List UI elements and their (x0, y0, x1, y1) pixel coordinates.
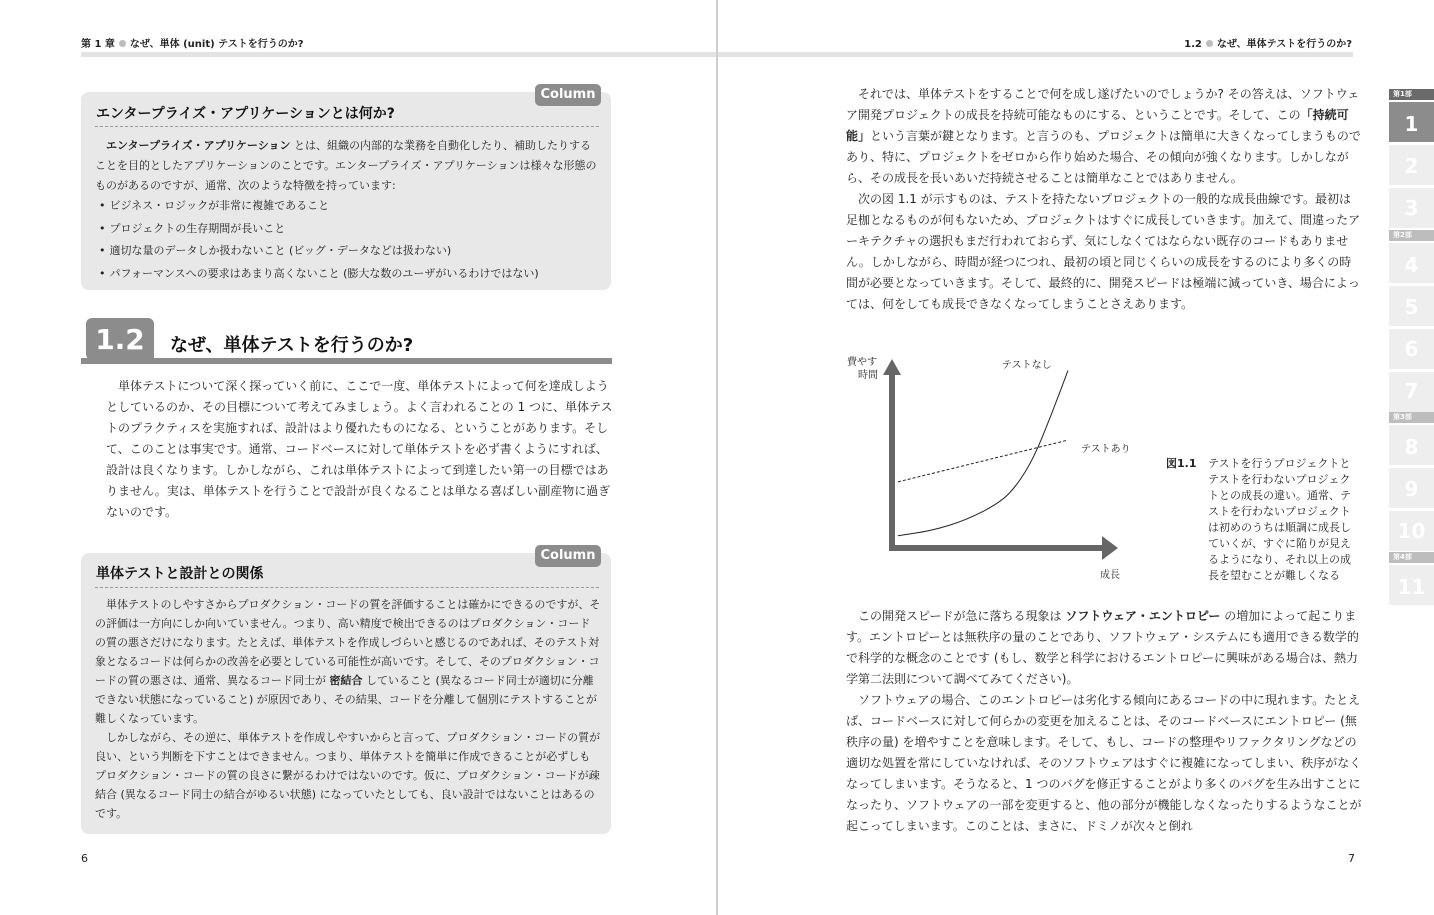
left-running-head (81, 35, 304, 50)
x-axis-label: 成長 (1100, 570, 1120, 581)
term-tight-coupling: 密結合 (329, 674, 363, 687)
series-line-with-tests (898, 440, 1068, 482)
y-axis-arrow (883, 359, 901, 545)
right-running-head (1184, 35, 1352, 50)
column-body (95, 136, 601, 286)
feature-list (95, 196, 601, 284)
bullet-dot-icon (1206, 40, 1213, 47)
right-head-rule (718, 52, 1353, 57)
column-paragraph: していること (異なるコード同士が適切に分離できない状態になっていること) が原因であり、その結果、コードを分離して個別にテストすることが難しくなっています。 (95, 674, 598, 725)
column-title: 単体テストと設計との関係 (96, 566, 264, 582)
right-body-top (846, 84, 1362, 315)
series-label-no-tests: テストなし (1002, 360, 1052, 371)
term-sustainable: 「持続可能」 (846, 108, 1349, 143)
figure-caption-text: テストを行うプロジェクトとテストを行わないプロジェクトとの成長の違い。通常、テストを行わないプロジェクトは初めのうちは順調に成長していくが、すぐに陥りが見えるようになり、それ以上の成長を望むことが難しくなる (1208, 457, 1351, 582)
left-page (0, 0, 716, 915)
term-enterprise-app: エンタープライズ・アプリケーション (106, 139, 291, 152)
section-number: 1.2 (86, 318, 154, 360)
tab-chapter-5[interactable]: 5 (1389, 286, 1434, 326)
column-box-design (81, 548, 611, 834)
paragraph: の増加によって起こります。エントロピーとは無秩序の量のことであり、ソフトウェア・システムにも適用できる数学的で科学的な概念のことです (もし、数学と科学におけるエントロピーに興味がある場合は、熱力学第二法則について調べてみてください)。 (846, 609, 1359, 686)
x-axis-arrow (889, 536, 1118, 560)
section-title: なぜ、単体テストを行うのか? (170, 335, 414, 356)
column-badge: Column (535, 545, 601, 567)
list-item: • プロジェクトの生存期間が長いこと (109, 219, 601, 240)
left-head-rule (81, 52, 716, 57)
section-paragraph: 単体テストについて深く探っていく前に、ここで一度、単体テストによって何を達成しようとしているのか、その目標について考えてみましょう。よく言われることの 1 つに、単体テストのプラクティスを実施すれば、設計はより優れたものになる、ということがあります。そして、このことは事実です。通常、コードベースに対して単体テストを必ず書くようにすれば、設計は良くなります。しかしながら、これは単体テストによって到達したい第一の目標ではありません。実は、単体テストを行うことで設計が良くなることは単なる喜ばしい副産物に過ぎないのです。 (106, 379, 613, 519)
column-divider (95, 126, 599, 127)
tab-chapter-6[interactable]: 6 (1389, 329, 1434, 369)
bullet-dot-icon (119, 40, 126, 47)
running-head-title: なぜ、単体テストを行うのか? (1216, 39, 1352, 50)
tab-part-4[interactable]: 第4部 (1389, 552, 1434, 563)
tab-part-1[interactable]: 第1部 (1389, 89, 1434, 100)
tab-chapter-8[interactable]: 8 (1389, 425, 1434, 465)
column-title: エンタープライズ・アプリケーションとは何か? (96, 106, 395, 122)
running-head-title: なぜ、単体 (unit) テストを行うのか? (129, 39, 304, 50)
tab-chapter-3[interactable]: 3 (1389, 188, 1434, 228)
column-paragraph: しかしながら、その逆に、単体テストを作成しやすいからと言って、プロダクション・コードの質が良い、という判断を下すことはできません。つまり、単体テストを簡単に作成できることが必ずしもプロダクション・コードの質の良さに繋がるわけではないのです。仮に、プロダクション・コードが疎結合 (異なるコード同士の結合がゆるい状態) になっていたとしても、良い設計ではないことはあるのです。 (95, 731, 601, 820)
tab-chapter-10[interactable]: 10 (1389, 511, 1434, 551)
list-item: • ビジネス・ロジックが非常に複雑であること (109, 196, 601, 217)
column-box-enterprise (81, 87, 611, 290)
growth-chart (840, 345, 1160, 590)
paragraph: この開発スピードが急に落ちる現象は (858, 609, 1066, 623)
figure-number: 図1.1 (1166, 457, 1197, 470)
paragraph: 次の図 1.1 が示すものは、テストを持たないプロジェクトの一般的な成長曲線です。最初は足枷となるものが何もないため、プロジェクトはすぐに成長していきます。加えて、間違ったアーキテクチャの選択もまだ行われておらず、気にしなくてはならない既存のコードもありません。しかしながら、時間が経つにつれ、最初の頃と同じくらいの成長をするのにより多くの時間が必要となっていきます。そして、最終的に、開発スピードは極端に減っていき、場合によっては、何をしても成長できなくなってしまうことさえあります。 (846, 192, 1361, 311)
tab-part-2[interactable]: 第2部 (1389, 230, 1434, 241)
series-label-with-tests: テストあり (1081, 444, 1131, 455)
y-axis-label-line2: 時間 (858, 370, 878, 381)
column-divider (95, 587, 599, 588)
paragraph: それでは、単体テストをすることで何を成し遂げたいのでしょうか? その答えは、ソフトウェア開発プロジェクトの成長を持続可能なものにする、ということです。そして、この (846, 87, 1360, 122)
tab-chapter-1[interactable]: 1 (1389, 102, 1434, 142)
tab-part-3[interactable]: 第3部 (1389, 412, 1434, 423)
plot-area (898, 370, 1068, 535)
list-item: • 適切な量のデータしか扱わないこと (ビッグ・データなどは扱わない) (109, 241, 601, 262)
series-line-no-tests (898, 370, 1068, 535)
figure-caption (1166, 456, 1356, 584)
list-item: • パフォーマンスへの要求はあまり高くないこと (膨大な数のユーザがいるわけではない) (109, 264, 601, 285)
column-paragraph: 単体テストのしやすさからプロダクション・コードの質を評価することは確かにできるのですが、その評価は一方向にしか向いていません。つまり、高い精度で検出できるのはプロダクション・コードの質の悪さだけになります。たとえば、単体テストを作成しづらいと感じるのであれば、そのテスト対象となるコードは何らかの改善を必要としている可能性が高いです。そして、そのプロダクション・コードの質の悪さは、通常、異なるコード同士が (95, 598, 601, 687)
tab-chapter-11[interactable]: 11 (1389, 565, 1434, 605)
page-number-left: 6 (81, 852, 88, 865)
column-badge: Column (535, 84, 601, 106)
tab-chapter-7[interactable]: 7 (1389, 372, 1434, 412)
right-body-bottom (846, 606, 1362, 837)
running-head-section: 1.2 (1184, 39, 1202, 50)
tab-chapter-2[interactable]: 2 (1389, 145, 1434, 185)
paragraph: という言葉が鍵となります。と言うのも、プロジェクトは簡単に大きくなってしまうものであり、特に、プロジェクトをゼロから作り始めた場合、その傾向が強くなります。しかしながら、その成長を長いあいだ持続させることは簡単なことではありません。 (846, 129, 1361, 185)
running-head-chapter: 第 1 章 (81, 39, 115, 50)
paragraph: ソフトウェアの場合、このエントロピーは劣化する傾向にあるコードの中に現れます。たとえば、コードベースに対して何らかの変更を加えることは、そのコードベースにエントロピー (無秩序の量) を増やすことを意味します。そして、もし、コードの整理やリファクタリングなどの適切な処置を常にしていなければ、そのソフトウェアはすぐに複雑になってしまい、秩序がなくなってしまいます。そうなると、1 つのバグを修正することがより多くのバグを生み出すことになったり、ソフトウェアの一部を変更すると、他の部分が機能しなくなったりするようなことが起こってしまいます。このことは、まさに、ドミノが次々と倒れ (846, 693, 1362, 833)
term-software-entropy: ソフトウェア・エントロピー (1065, 609, 1221, 623)
section-body (106, 376, 618, 523)
tab-chapter-4[interactable]: 4 (1389, 243, 1434, 283)
section-rule (81, 358, 612, 364)
page-number-right: 7 (1348, 852, 1355, 865)
column-paragraph: とは、組織の内部的な業務を自動化したり、補助したりすることを目的としたアプリケーションのことです。エンタープライズ・アプリケーションは様々な形態のものがあるのですが、通常、次のような特徴を持っています: (95, 139, 597, 192)
tab-chapter-9[interactable]: 9 (1389, 468, 1434, 508)
y-axis-label-line1: 費やす (847, 357, 877, 368)
column-body (95, 595, 601, 823)
